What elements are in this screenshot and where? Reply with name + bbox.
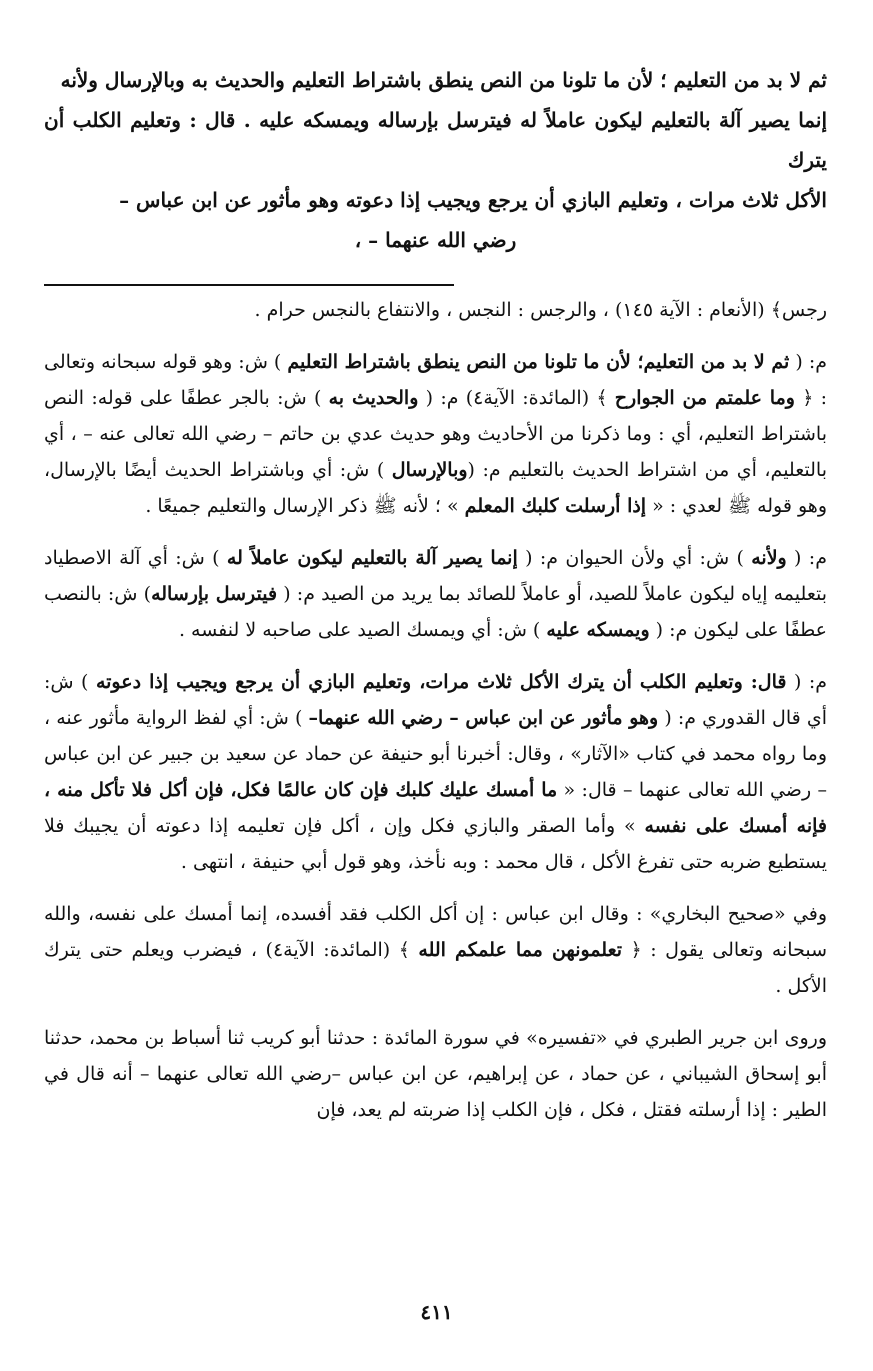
matn-quote: إنما يصير آلة بالتعليم ليكون عاملاً له <box>226 547 518 569</box>
commentary-text: ) ش: أي ويمسك الصيد على صاحبه لا لنفسه . <box>178 619 547 641</box>
commentary-text: » ؛ لأنه ﷺ ذكر الإرسال والتعليم جميعًا . <box>145 495 465 517</box>
commentary-block <box>44 292 827 1128</box>
page-number: ٤١١ <box>420 1300 453 1324</box>
matn-quote: وهو مأثور عن ابن عباس – رضي الله عنهما– <box>308 707 659 729</box>
commentary-text: » وأما الصقر والبازي فكل وإن ، أكل فإن تعليمه إذا دعوته أن يجيبك فلا يستطيع ضربه حتى تفرغ الأكل ، قال محمد : وبه نأخذ، وهو قول أبي حنيفة ، انتهى . <box>44 815 827 873</box>
commentary-text: وفي «صحيح البخاري» : وقال ابن عباس : إن أكل الكلب فقد أفسده، إنما أمسك على نفسه، والله سبحانه وتعالى يقول : ﴿ <box>44 903 827 961</box>
footnote-divider <box>44 284 454 286</box>
commentary-text: ﴾ (المائدة: الآية٤) ، فيضرب ويعلم حتى يترك الأكل . <box>44 939 827 997</box>
commentary-paragraph <box>44 292 827 328</box>
main-text-line: الأكل ثلاث مرات ، وتعليم البازي أن يرجع ويجيب إذا دعوته وهو مأثور عن ابن عباس – <box>119 188 827 212</box>
matn-quote: ثم لا بد من التعليم؛ لأن ما تلونا من النص ينطق باشتراط التعليم <box>287 351 790 373</box>
matn-quote: قال: وتعليم الكلب أن يترك الأكل ثلاث مرات، وتعليم البازي أن يرجع ويجيب إذا دعوته <box>95 671 787 693</box>
hadith-quote: ما أمسك عليك كلبك فإن كان عالمًا فكل، فإن أكل فلا تأكل منه ، فإنه أمسك على نفسه <box>44 779 827 837</box>
commentary-text: وروى ابن جرير الطبري في «تفسيره» في سورة المائدة : حدثنا أبو كريب ثنا أسباط بن محمد، حدثنا أبو إسحاق الشيباني ، عن حماد ، عن إبراهيم، عن ابن عباس –رضي الله تعالى عنهما – أنه قال في الطير : إذا أرسلته فقتل ، فكل ، فإن الكلب إذا ضربته لم يعد، فإن <box>44 1027 827 1121</box>
matn-quote: ولأنه <box>751 547 787 569</box>
commentary-paragraph <box>44 664 827 880</box>
commentary-text: م: ( <box>789 351 827 373</box>
main-text-line: رضي الله عنهما – ، <box>354 228 517 252</box>
matn-quote: والحديث به <box>328 387 419 409</box>
commentary-text: ﴾ (المائدة: الآية٤) م: ( <box>418 387 615 409</box>
main-text-line: ثم لا بد من التعليم ؛ لأن ما تلونا من النص ينطق باشتراط التعليم والحديث به وبالإرسال ولأنه <box>60 68 827 92</box>
commentary-text: ) ش: أي لفظ الرواية مأثور عنه ، وما رواه محمد في كتاب «الآثار» ، وقال: أخبرنا أبو حنيفة عن حماد عن سعيد بن جبير عن ابن عباس – رضي الله تعالى عنهما – قال: « <box>44 707 827 801</box>
quran-quote: تعلمونهن مما علمكم الله <box>418 939 623 961</box>
commentary-text: ) ش: أي قال القدوري م: ( <box>44 671 827 729</box>
commentary-paragraph <box>44 896 827 1004</box>
commentary-text: ) ش: أي آلة الاصطياد بتعليمه إياه ليكون عاملاً للصيد، أو عاملاً للصائد بما يريد من الصيد م: ( <box>44 547 828 605</box>
commentary-text: م: ( <box>786 547 827 569</box>
commentary-paragraph <box>44 344 827 524</box>
matn-quote: ويمسكه عليه <box>546 619 650 641</box>
quran-quote: وما علمتم من الجوارح <box>614 387 795 409</box>
main-text-block <box>44 60 827 260</box>
commentary-text: ) ش: بالجر عطفًا على قوله: النص باشتراط التعليم، أي : وما ذكرنا من الأحاديث وهو حديث عدي بن حاتم – رضي الله تعالى عنه – ، أي بالتعليم، أي من اشتراط الحديث بالتعليم م: ( <box>44 387 827 481</box>
commentary-text: رجس﴾ (الأنعام : الآية ١٤٥) ، والرجس : النجس ، والانتفاع بالنجس حرام . <box>254 299 827 321</box>
matn-quote: وبالإرسال <box>391 459 468 481</box>
commentary-text: ) ش: أي وباشتراط الحديث أيضًا بالإرسال، وهو قوله ﷺ لعدي : « <box>44 459 827 517</box>
matn-quote: فيترسل بإرساله <box>151 583 278 605</box>
commentary-text: ) ش: وهو قوله سبحانه وتعالى : ﴿ <box>44 351 828 409</box>
commentary-text: م: ( <box>786 671 827 693</box>
commentary-text: ) ش: بالنصب عطفًا على ليكون م: ( <box>44 583 827 641</box>
commentary-text: ) ش: أي ولأن الحيوان م: ( <box>517 547 752 569</box>
main-text-line: إنما يصير آلة بالتعليم ليكون عاملاً له فيترسل بإرساله ويمسكه عليه . قال : وتعليم الكلب أن يترك <box>44 108 827 172</box>
hadith-quote: إذا أرسلت كلبك المعلم <box>464 495 647 517</box>
commentary-paragraph <box>44 540 827 648</box>
commentary-paragraph <box>44 1020 827 1128</box>
